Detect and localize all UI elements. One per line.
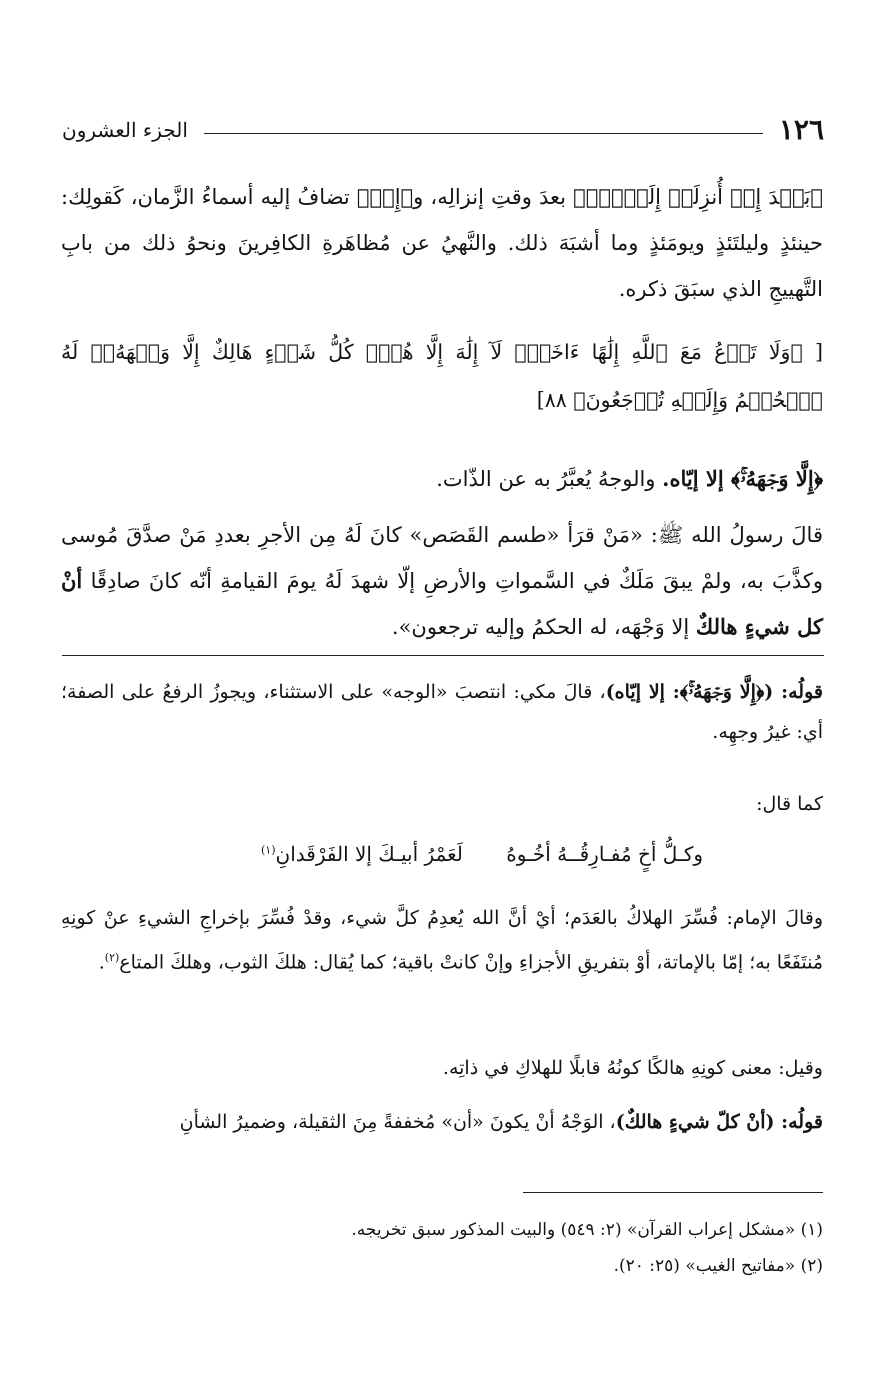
gloss-rest: والوجهُ يُعبَّرُ به عن الذّات. — [436, 467, 663, 491]
commentary-1-rest: ، قالَ مكي: انتصبَ «الوجه» على الاستثناء، ويجوزُ الرفعُ على الصفة؛ أي: غيرُ وجهِه. — [61, 681, 823, 743]
commentary-3-text: وقالَ الإمام: فُسِّرَ الهلاكُ بالعَدَم؛ أيْ أنَّ الله يُعدِمُ كلَّ شيء، وقدْ فُسِّرَ بإخراجِ الشيءِ عنْ كونِهِ مُنتَفَعًا به؛ إمّا بالإماتة، أوْ بتفريقِ الأجزاءِ وإنْ كانتْ باقية؛ كما يُقال: هلكَ الثوب، وهلكَ المتاع — [61, 907, 823, 974]
hadith-paragraph — [61, 512, 823, 650]
hadith-text-end: إلا وَجْهَه، له الحكمُ وإليه ترجعون». — [391, 615, 696, 639]
hadith-bold-phrase: أنْ كل شيءٍ هالكٌ — [61, 568, 823, 639]
main-paragraph-3 — [61, 456, 823, 502]
commentary-paragraph-5 — [61, 1102, 823, 1142]
footnotes — [61, 1212, 823, 1284]
footnote-2: (٢) «مفاتيح الغيب» (٢٥: ٢٠). — [613, 1256, 823, 1276]
commentary-paragraph-4 — [61, 1048, 823, 1088]
footnote-1: (١) «مشكل إعراب القرآن» (٢: ٥٤٩) والبيت المذكور سبق تخريجه. — [351, 1220, 823, 1240]
poem-hemistich-first: وكـلُّ أخٍ مُفـارِقُــهُ أخُـوهُ — [506, 842, 703, 866]
page-header — [62, 110, 824, 150]
commentary-2-text: كما قال: — [756, 793, 823, 815]
header-rule — [204, 133, 763, 134]
verse-number: ٨٨ — [544, 388, 567, 412]
running-title: الجزء العشرون — [62, 118, 188, 142]
page-number: ١٢٦ — [778, 113, 824, 146]
commentary-paragraph-1 — [61, 672, 823, 752]
main-paragraph-1-text: ﴿بَعۡدَ إِذۡ أُنزِلَتۡ إِلَيۡكَۖ﴾ بعدَ وقتِ إنزالِه، و﴿إِذۡ﴾ تضافُ إليه أسماءُ الزَّمان، كَقولِك: حينئذٍ وليلتَئذٍ ويومَئذٍ وما أشبَهَ ذلك. والنَّهيُ عن مُظاهَرةِ الكافِرينَ ونحوُ ذلك من بابِ التَّهييجِ الذي سبَقَ ذكره. — [61, 185, 823, 301]
footnote-marker-1[interactable]: (١) — [261, 843, 276, 857]
commentary-divider — [62, 655, 824, 656]
footnote-marker-2[interactable]: (٢) — [104, 951, 120, 964]
commentary-1-lead: قولُه: (﴿إِلَّا وَجۡهَهُۥۚ﴾: إلا إيّاه) — [605, 681, 823, 703]
commentary-paragraph-2 — [61, 784, 823, 824]
verse-close-bracket: ] — [536, 388, 545, 412]
poem-hemistich-second-text: لَعَمْرُ أبيـكَ إلا الفَرْقَدانِ — [275, 842, 463, 866]
verse-text: ﴿وَلَا تَدۡعُ مَعَ ٱللَّهِ إِلَٰهًا ءَاخَرَۘ لَآ إِلَٰهَ إِلَّا هُوَۚ كُلُّ شَيۡءٍ هَالِكٌ إِلَّا وَجۡهَهُۥۚ لَهُ ٱلۡحُكۡمُ وَإِلَيۡهِ تُرۡجَعُونَ﴾ — [61, 340, 823, 412]
verse-open-bracket: [ — [815, 340, 823, 364]
gloss-phrase: ﴿إِلَّا وَجۡهَهُۥۚ﴾ إلا إيّاه. — [662, 466, 823, 491]
hadith-text-start: قالَ رسولُ الله ﷺ: «مَنْ قرَأ «طسم القَصَص» كانَ لَهُ مِن الأجرِ بعددِ مَنْ صدَّقَ مُوسى وكذَّبَ به، ولمْ يبقَ مَلَكٌ في السَّمواتِ والأرضِ إلّا شهدَ لَهُ يومَ القيامةِ أنّه كانَ صادِقًا — [61, 523, 823, 593]
quran-verse — [61, 328, 823, 424]
commentary-5-rest: ، الوَجْهُ أنْ يكونَ «أن» مُخففةً مِنَ الثقيلة، وضميرُ الشأنِ — [179, 1111, 616, 1133]
footnote-rule — [523, 1192, 823, 1193]
commentary-5-lead: قولُه: (أنْ كلّ شيءٍ هالكٌ) — [615, 1111, 823, 1133]
commentary-3-end: . — [98, 951, 105, 974]
poem-hemistich-second — [261, 842, 463, 866]
commentary-paragraph-3 — [61, 898, 823, 982]
poem-verse — [61, 836, 823, 880]
commentary-4-text: وقيل: معنى كونِهِ هالكًا كونُهُ قابلًا للهلاكِ في ذاتِه. — [442, 1057, 823, 1079]
main-paragraph-1 — [61, 174, 823, 312]
